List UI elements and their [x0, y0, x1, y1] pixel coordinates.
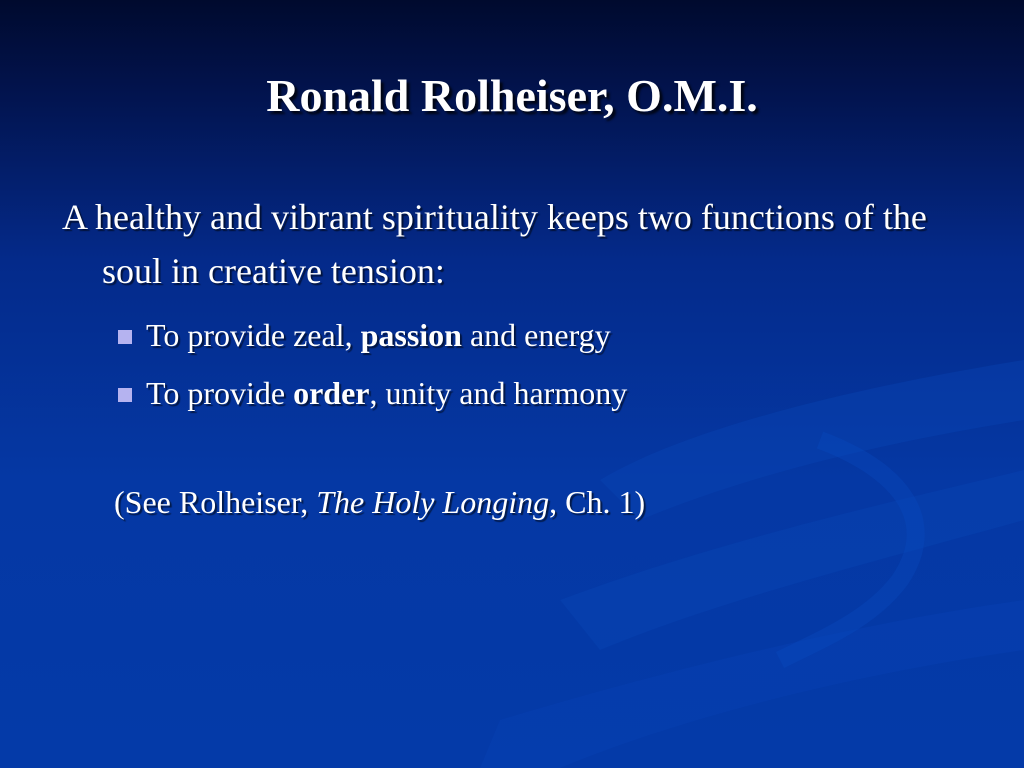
book-title: The Holy Longing	[316, 484, 550, 520]
slide-title: Ronald Rolheiser, O.M.I.	[266, 70, 758, 121]
bullet-text-start: To provide	[146, 375, 294, 411]
citation	[114, 477, 645, 527]
lead-paragraph: A healthy and vibrant spirituality keeps two functions of the soul in creative tension:	[62, 197, 927, 291]
bullet-text-end: , unity and harmony	[369, 375, 628, 411]
bullet-text-end: and energy	[461, 317, 611, 353]
slide-body	[62, 190, 942, 422]
square-bullet-icon	[118, 388, 132, 402]
sub-bullet-item	[116, 306, 942, 364]
bullet-text-start: To provide zeal,	[146, 317, 361, 353]
bullet-emphasis: passion	[360, 317, 462, 353]
bullet-emphasis: order	[293, 375, 370, 411]
square-bullet-icon	[118, 330, 132, 344]
citation-text-end: , Ch. 1)	[549, 484, 646, 520]
citation-text-start: (See Rolheiser,	[114, 484, 317, 520]
sub-bullet-list	[116, 306, 942, 422]
sub-bullet-item	[116, 364, 942, 422]
